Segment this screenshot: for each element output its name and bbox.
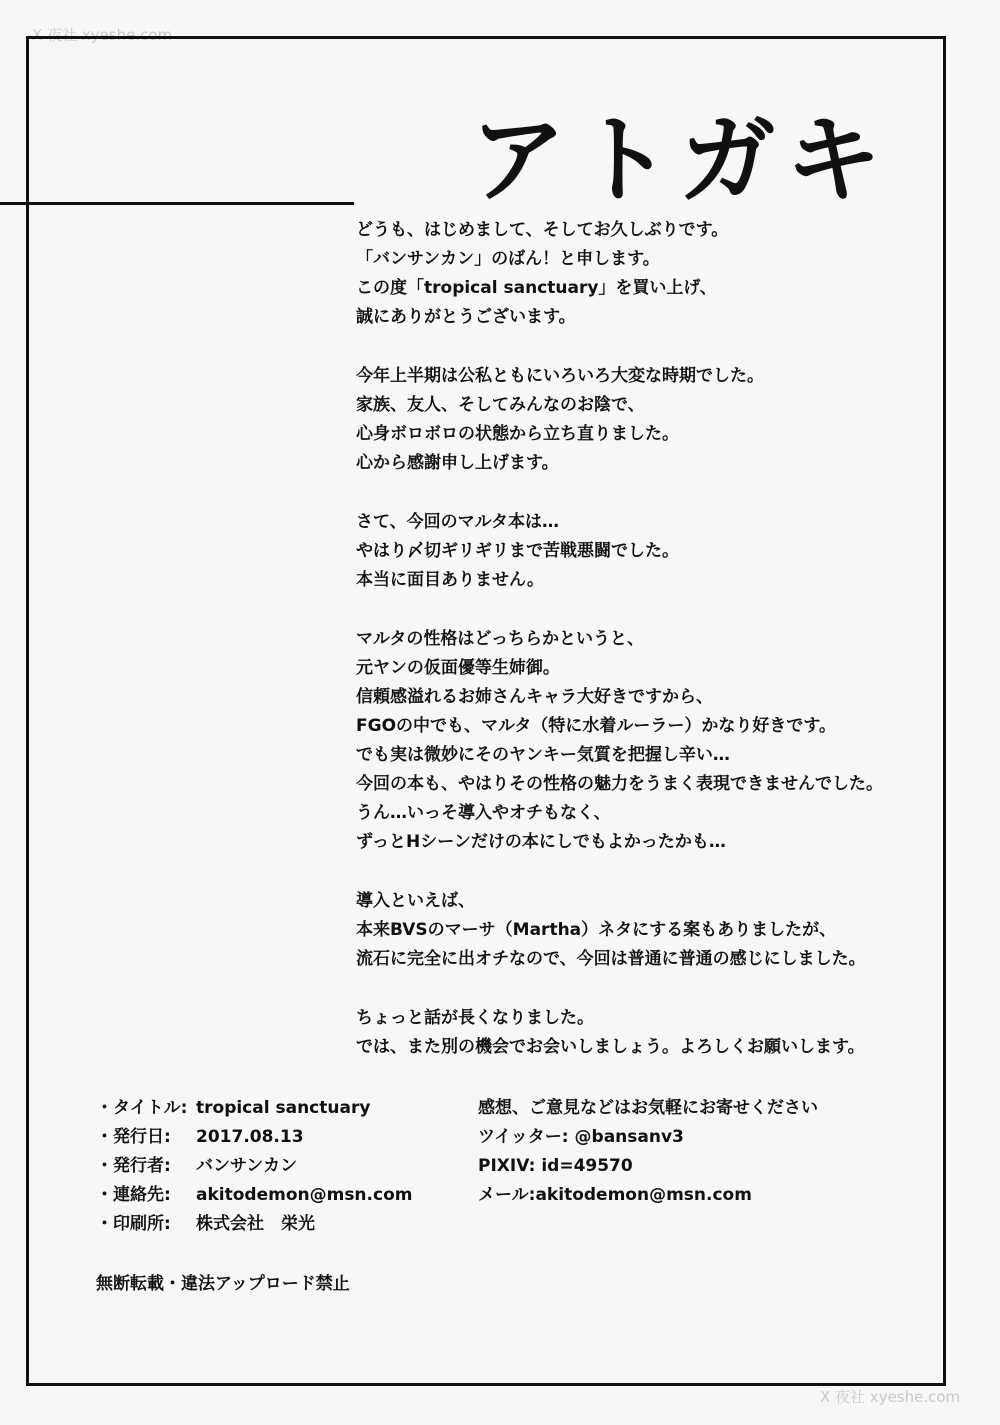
colophon-row-title (96, 1094, 456, 1123)
colophon-label: ・発行者: (96, 1156, 171, 1176)
colophon-label: ・連絡先: (96, 1185, 171, 1205)
text-line: 今年上半期は公私ともにいろいろ大変な時期でした。 (356, 366, 764, 386)
copyright-notice: 無断転載・違法アップロード禁止 (96, 1274, 350, 1294)
colophon-value: tropical sanctuary (196, 1098, 371, 1118)
contact-intro: 感想、ご意見などはお気軽にお寄せください (478, 1098, 818, 1118)
paragraph-3 (356, 508, 956, 595)
text-line: 心身ボロボロの状態から立ち直りました。 (356, 424, 679, 444)
paragraph-2 (356, 362, 956, 478)
page-title: アトガキ (470, 104, 892, 216)
text-line: FGOの中でも、マルタ（特に水着ルーラー）かなり好きです。 (356, 716, 836, 736)
text-line: 流石に完全に出オチなので、今回は普通に普通の感じにしました。 (356, 949, 866, 969)
colophon-label: ・発行日: (96, 1127, 171, 1147)
paragraph-6 (356, 1004, 956, 1062)
text-line: 「バンサンカン」のばん！と申します。 (356, 249, 660, 269)
contact-info (478, 1094, 918, 1210)
colophon-row-printer (96, 1210, 456, 1239)
colophon-row-contact (96, 1181, 456, 1210)
heading-rule (0, 202, 354, 205)
colophon-value: バンサンカン (196, 1156, 298, 1176)
text-line: うん…いっそ導入やオチもなく、 (356, 803, 611, 823)
colophon-value: 株式会社 栄光 (196, 1214, 315, 1234)
text-line: でも実は微妙にそのヤンキー気質を把握し辛い… (356, 745, 730, 765)
text-line: では、また別の機会でお会いしましょう。よろしくお願いします。 (356, 1037, 865, 1057)
text-line: さて、今回のマルタ本は… (356, 512, 559, 532)
colophon-label: ・印刷所: (96, 1214, 171, 1234)
watermark-top: X 夜社 xyeshe.com (32, 26, 173, 44)
text-line: 誠にありがとうございます。 (356, 307, 576, 327)
paragraph-5 (356, 887, 956, 974)
text-line: この度「tropical sanctuary」を買い上げ、 (356, 278, 717, 298)
text-line: 元ヤンの仮面優等生姉御。 (356, 658, 560, 678)
text-line: マルタの性格はどっちらかというと、 (356, 629, 644, 649)
text-line: ちょっと話が長くなりました。 (356, 1008, 594, 1028)
contact-mail: メール:akitodemon@msn.com (478, 1185, 752, 1205)
colophon (96, 1094, 456, 1239)
text-line: 信頼感溢れるお姉さんキャラ大好きですから、 (356, 687, 713, 707)
paragraph-4 (356, 625, 956, 857)
colophon-row-publisher (96, 1152, 456, 1181)
text-line: やはり〆切ギリギリまで苦戦悪闘でした。 (356, 541, 679, 561)
colophon-value: akitodemon@msn.com (196, 1185, 413, 1205)
text-line: どうも、はじめまして、そしてお久しぶりです。 (356, 220, 729, 240)
afterword-body (356, 216, 956, 1092)
colophon-row-date (96, 1123, 456, 1152)
text-line: 家族、友人、そしてみんなのお陰で、 (356, 395, 645, 415)
text-line: 心から感謝申し上げます。 (356, 453, 559, 473)
contact-pixiv: PIXIV: id=49570 (478, 1156, 633, 1176)
colophon-value: 2017.08.13 (196, 1127, 304, 1147)
text-line: 今回の本も、やはりその性格の魅力をうまく表現できませんでした。 (356, 774, 883, 794)
colophon-label: ・タイトル: (96, 1098, 188, 1118)
paragraph-1 (356, 216, 956, 332)
text-line: 本当に面目ありません。 (356, 570, 545, 590)
watermark-bottom: X 夜社 xyeshe.com (820, 1388, 961, 1406)
text-line: 導入といえば、 (356, 891, 475, 911)
text-line: ずっとHシーンだけの本にしでもよかったかも… (356, 832, 726, 852)
text-line: 本来BVSのマーサ（Martha）ネタにする案もありましたが、 (356, 920, 837, 940)
contact-twitter: ツイッター: @bansanv3 (478, 1127, 684, 1147)
